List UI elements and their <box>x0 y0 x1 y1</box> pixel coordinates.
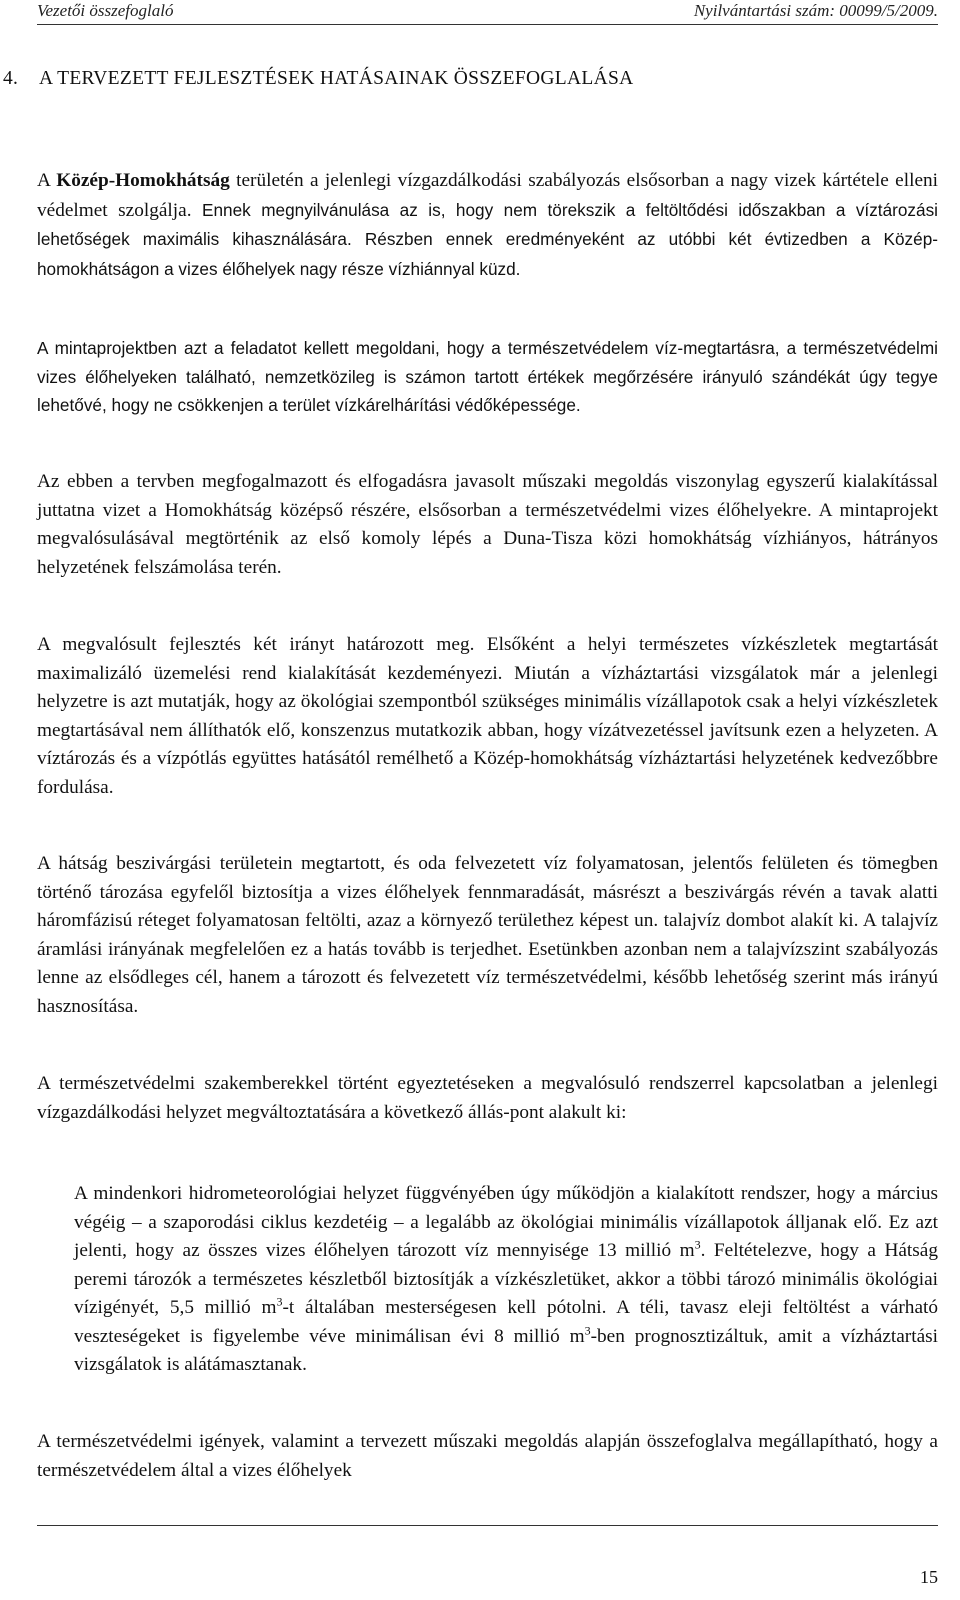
quote-part-3: -t általában mesterségesen kell pótolni. A téli, tavasz eleji feltöltést a várható veszteségeket is figyelembe véve minimálisan évi 8 millió m <box>74 1297 938 1347</box>
p1-text-start: A <box>37 170 57 191</box>
p1-text-middle: területén a jelenlegi vízgazdálkodási szabályozás elsősorban a nagy vizek kártétele elleni védelmet szolgálja. <box>37 170 938 221</box>
paragraph-1 <box>37 167 938 284</box>
p1-text-sans: Ennek megnyilvánulása az is, hogy nem törekszik a feltöltődési időszakban a víztározási lehetőségek maximális kihasználására. Részben ennek eredményeként az utóbbi két évtizedben a Közép-homokhátságon a vizes élőhelyek nagy része vízhiánnyal küzd. <box>37 199 938 279</box>
page-number: 15 <box>920 1567 938 1587</box>
page-header <box>37 0 938 25</box>
cubic-superscript-1: 3 <box>694 1237 701 1252</box>
paragraph-6: A természetvédelmi szakemberekkel történt egyeztetéseken a megvalósuló rendszerrel kapcsolatban a jelenlegi vízgazdálkodási helyzet megváltoztatására a következő állás-pont alakult ki: <box>37 1073 938 1123</box>
section-number: 4. <box>3 68 19 89</box>
cubic-superscript-3: 3 <box>584 1323 591 1338</box>
header-registration-number: Nyilvántartási szám: 00099/5/2009. <box>693 1 938 20</box>
quote-part-4: -ben prognosztizáltuk, amit a vízháztartási vizsgálatok is alátámasztanak. <box>74 1325 938 1375</box>
header-left-title: Vezetői összefoglaló <box>37 1 174 20</box>
quote-part-1: A mindenkori hidrometeorológiai helyzet függvényében úgy működjön a kialakított rendszer, hogy a március végéig – a szaporodási ciklus kezdetéig – a legalább az ökológiai minimális vízállapotok álljanak elő. Ez azt jelenti, hogy az összes vizes élőhelyen tározott víz mennyisége 13 millió m <box>74 1183 938 1261</box>
quoted-paragraph <box>74 1180 938 1380</box>
quote-part-2: . Feltételezve, hogy a Hátság peremi tározók a természetes készletből biztosítják a vízkészletüket, akkor a többi tározó minimális ökológiai vízigényét, 5,5 millió m <box>74 1240 938 1318</box>
p1-bold-term: Közép-Homokhátság <box>56 170 230 191</box>
paragraph-5: A hátság beszivárgási területein megtartott, és oda felvezetett víz folyamatosan, jelentős felületen és tömegben történő tározása egyfelől biztosítja a vizes élőhelyek fennmaradását, másrészt a beszivárgás révén a tavak alatti háromfázisú réteget folyamatosan feltölti, azaz a környező területhez képest un. talajvíz dombot alakít ki. A talajvíz áramlási irányának megfelelően ez a hatás tovább is terjedhet. Esetünkben azonban nem a talajvízszint szabályozás lenne az elsődleges cél, hanem a tározott és felvezetett víz természetvédelmi, később lehetőség szerint más irányú hasznosítása. <box>37 853 938 1017</box>
paragraph-4: A megvalósult fejlesztés két irányt határozott meg. Elsőként a helyi természetes vízkészletek megtartását maximalizáló üzemelési rend kialakítását kezdeményezi. Miután a vízháztartási vizsgálatok már a jelenlegi helyzetre is azt mutatják, hogy az ökológiai szempontból szükséges minimális vízállapotok csak a helyi vízkészletek megtartásával nem állíthatók elő, konszenzus mutatkozik abban, hogy vízátvezetéssel javítsunk ezen a helyzeten. A víztározás és a vízpótlás együttes hatásától remélhető a Közép-homokhátság vízháztartási helyzetének kedvezőbbre fordulása. <box>37 634 938 798</box>
footer-divider <box>37 1525 938 1526</box>
paragraph-7: A természetvédelmi igények, valamint a tervezett műszaki megoldás alapján összefoglalva megállapítható, hogy a természetvédelem által a vizes élőhelyek <box>37 1431 938 1481</box>
section-heading <box>3 68 923 90</box>
section-title: A TERVEZETT FEJLESZTÉSEK HATÁSAINAK ÖSSZEFOGLALÁSA <box>39 68 634 89</box>
paragraph-3: Az ebben a tervben megfogalmazott és elfogadásra javasolt műszaki megoldás viszonylag egyszerű kialakítással juttatna vizet a Homokhátság középső részére, elsősorban a természetvédelmi vizes élőhelyekre. A mintaprojekt megvalósulásával megtörténik az első komoly lépés a Duna-Tisza közi homokhátság vízhiányos, hátrányos helyzetének felszámolása terén. <box>37 471 938 578</box>
cubic-superscript-2: 3 <box>276 1294 283 1309</box>
paragraph-2: A mintaprojektben azt a feladatot kellett megoldani, hogy a természetvédelem víz-megtartásra, a természetvédelmi vizes élőhelyeken található, nemzetközileg is számon tartott értékek megőrzésére irányuló szándékát úgy tegye lehetővé, hogy ne csökkenjen a terület vízkárelhárítási védőképessége. <box>37 338 938 415</box>
